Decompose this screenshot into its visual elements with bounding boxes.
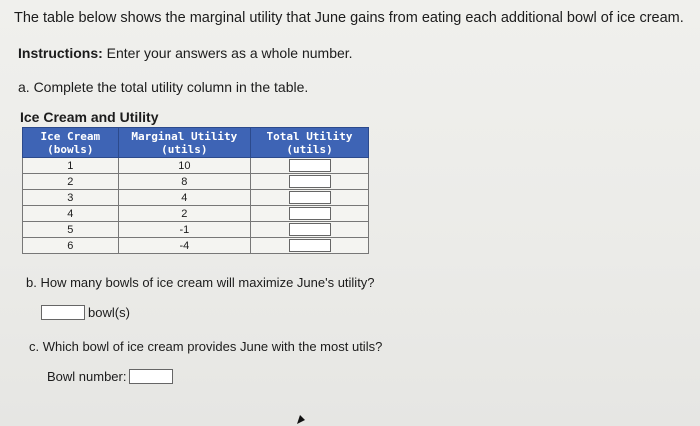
total-utility-input[interactable] [289,223,331,236]
total-utility-cell [251,158,369,174]
total-utility-cell [251,190,369,206]
marginal-utility-cell: 8 [118,174,250,190]
question-c: c. Which bowl of ice cream provides June with the most utils? [29,339,383,354]
marginal-utility-cell: -4 [118,238,250,254]
bowls-answer-input[interactable] [41,305,85,320]
table-row [23,222,369,238]
bowls-cell: 2 [23,174,119,190]
table-row [23,174,369,190]
instructions-text: Enter your answers as a whole number. [102,45,353,61]
total-utility-input[interactable] [289,159,331,172]
instructions [18,45,353,61]
bowls-cell: 1 [23,158,119,174]
question-b: b. How many bowls of ice cream will maximize June's utility? [26,275,375,290]
bowls-cell: 5 [23,222,119,238]
question-a: a. Complete the total utility column in the table. [18,79,309,95]
total-utility-input[interactable] [289,239,331,252]
table-row [23,158,369,174]
total-utility-cell [251,238,369,254]
bowls-cell: 6 [23,238,119,254]
instructions-label: Instructions: [18,45,103,61]
total-utility-cell [251,206,369,222]
cursor-shape [297,415,305,424]
mouse-cursor-icon [296,414,306,425]
table-row [23,206,369,222]
table-row [23,238,369,254]
total-utility-cell [251,222,369,238]
header-bowls: Ice Cream (bowls) [23,128,119,158]
header-marginal-utility: Marginal Utility (utils) [118,128,250,158]
bowls-cell: 3 [23,190,119,206]
bowl-number-label: Bowl number: [47,369,127,384]
table-caption: Ice Cream and Utility [20,109,159,125]
total-utility-cell [251,174,369,190]
marginal-utility-cell: 2 [118,206,250,222]
answer-c-row [47,369,173,384]
marginal-utility-cell: -1 [118,222,250,238]
bowls-unit-label: bowl(s) [88,305,130,320]
utility-table [22,127,369,254]
header-total-utility: Total Utility (utils) [251,128,369,158]
bowls-cell: 4 [23,206,119,222]
total-utility-input[interactable] [289,191,331,204]
marginal-utility-cell: 4 [118,190,250,206]
table-row [23,190,369,206]
total-utility-input[interactable] [289,175,331,188]
total-utility-input[interactable] [289,207,331,220]
answer-b-row [41,305,130,320]
bowl-number-input[interactable] [129,369,173,384]
marginal-utility-cell: 10 [118,158,250,174]
intro-text: The table below shows the marginal utility that June gains from eating each additional bowl of ice cream. [14,10,684,26]
